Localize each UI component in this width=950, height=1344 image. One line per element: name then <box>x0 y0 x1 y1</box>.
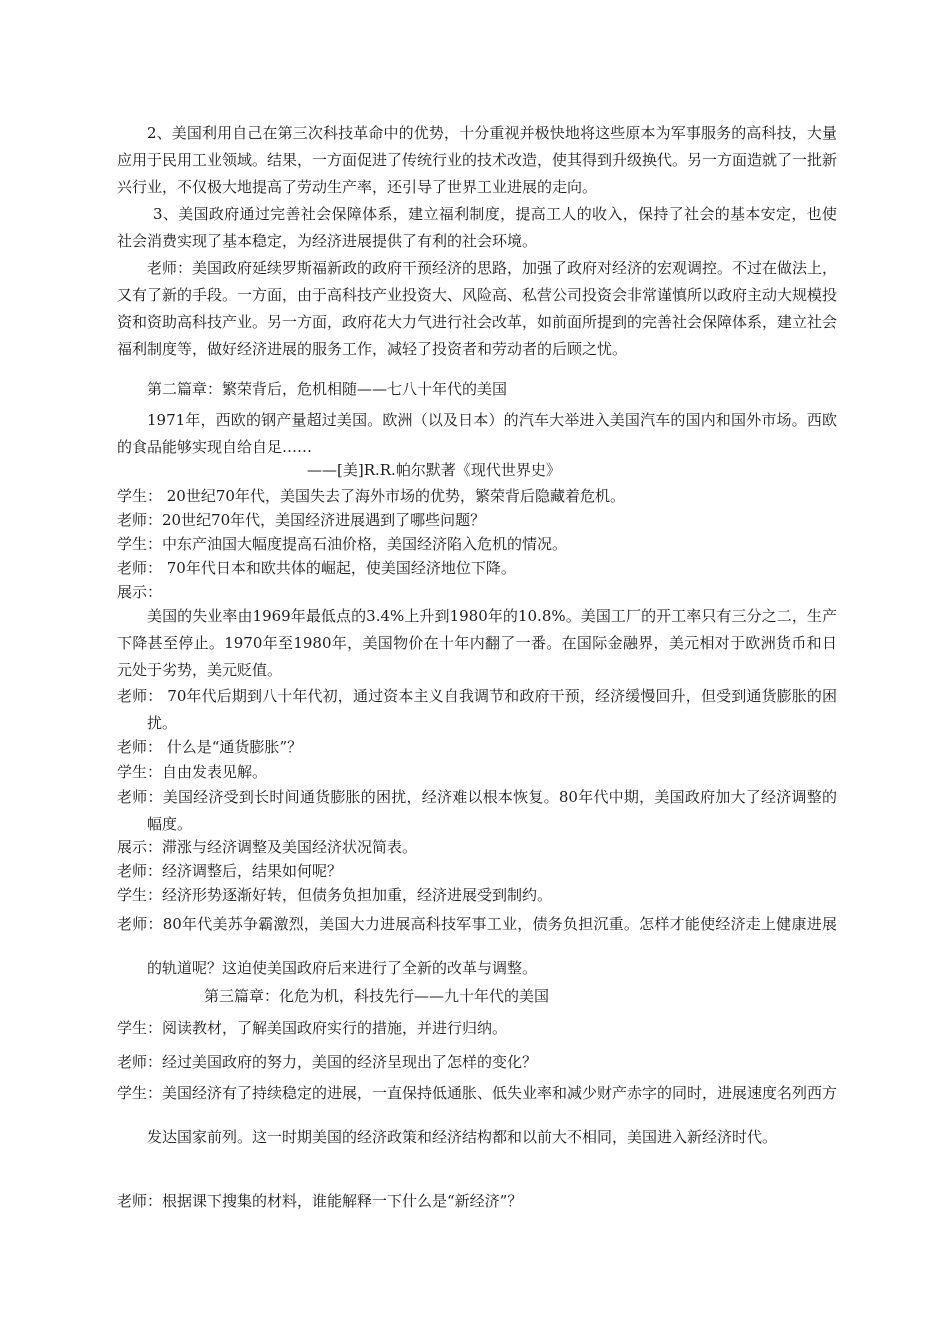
dialogue-teacher-8: 老师：经过美国政府的努力，美国的经济呈现出了怎样的变化？ <box>117 1053 538 1071</box>
paragraph-unemployment: 美国的失业率由1969年最低点的3.4%上升到1980年的10.8%。美国工厂的开工率只有三分之二，生产下降甚至停止。1970年至1980年，美国物价在十年内翻了一番。在国际金融界，美元相对于欧洲货币和日元处于劣势，美元贬值。 <box>117 607 837 679</box>
dialogue-display-table: 展示：滞涨与经济调整及美国经济状况简表。 <box>117 838 418 856</box>
dialogue-student-4: 学生：经济形势逐渐好转，但债务负担加重，经济进展受到制约。 <box>117 886 553 904</box>
dialogue-student-1: 学生： 20世纪70年代，美国失去了海外市场的优势，繁荣背后隐藏着危机。 <box>117 487 625 505</box>
chapter-three-heading: 第三篇章：化危为机，科技先行——九十年代的美国 <box>204 987 550 1005</box>
dialogue-teacher-1: 老师：20世纪70年代，美国经济进展遇到了哪些问题？ <box>117 511 486 529</box>
dialogue-teacher-4: 老师： 什么是“通货膨胀”？ <box>117 738 303 756</box>
quote-paragraph: 1971年，西欧的钢产量超过美国。欧洲（以及日本）的汽车大举进入美国汽车的国内和国外市场。西欧的食品能够实现自给自足…… <box>117 411 837 456</box>
paragraph-tech-revolution: 2、美国利用自己在第三次科技革命中的优势，十分重视并极快地将这些原本为军事服务的高科技，大量应用于民用工业领域。结果，一方面促进了传统行业的技术改造，使其得到升级换代。另一方面造就了一批新兴行业，不仅极大地提高了劳动生产率，还引导了世界工业进展的走向。 <box>117 124 838 196</box>
dialogue-teacher-9: 老师：根据课下搜集的材料，谁能解释一下什么是“新经济”？ <box>117 1192 523 1210</box>
paragraph-social-security: 3、美国政府通过完善社会保障体系，建立福利制度，提高工人的收入，保持了社会的基本安定，也使社会消费实现了基本稳定，为经济进展提供了有利的社会环境。 <box>117 205 837 250</box>
dialogue-teacher-5: 老师：美国经济受到长时间通货膨胀的困扰，经济难以根本恢复。80年代中期，美国政府加大了经济调整的幅度。 <box>117 788 837 833</box>
dialogue-student-5: 学生：阅读教材，了解美国政府实行的措施，并进行归纳。 <box>117 1019 508 1037</box>
dialogue-teacher-7: 老师：80年代美苏争霸激烈，美国大力进展高科技军事工业，债务负担沉重。怎样才能使经济走上健康进展的轨道呢？这迫使美国政府后来进行了全新的改革与调整。 <box>117 915 837 977</box>
quote-source: ——[美]R.R.帕尔默著《现代世界史》 <box>307 461 561 479</box>
dialogue-student-3: 学生：自由发表见解。 <box>117 763 268 781</box>
dialogue-student-6: 学生：美国经济有了持续稳定的进展，一直保持低通胀、低失业率和减少财产赤字的同时，进展速度名列西方发达国家前列。这一时期美国的经济政策和经济结构都和以前大不相同，美国进入新经济时代。 <box>117 1084 838 1146</box>
paragraph-teacher-government: 老师：美国政府延续罗斯福新政的政府干预经济的思路，加强了政府对经济的宏观调控。不过在做法上，又有了新的手段。一方面，由于高科技产业投资大、风险高、私营公司投资会非常谨慎所以政府主动大规模投资和资助高科技产业。另一方面，政府花大力气进行社会改革，如前面所提到的完善社会保障体系，建立社会福利制度等，做好经济进展的服务工作，减轻了投资者和劳动者的后顾之忧。 <box>117 259 838 358</box>
dialogue-teacher-2: 老师： 70年代日本和欧共体的崛起，使美国经济地位下降。 <box>117 559 516 577</box>
dialogue-teacher-6: 老师：经济调整后，结果如何呢？ <box>117 862 343 880</box>
dialogue-student-2: 学生：中东产油国大幅度提高石油价格，美国经济陷入危机的情况。 <box>117 535 568 553</box>
chapter-two-heading: 第二篇章：繁荣背后，危机相随——七八十年代的美国 <box>147 380 508 398</box>
dialogue-display-label: 展示： <box>117 583 163 601</box>
dialogue-teacher-3: 老师： 70年代后期到八十年代初，通过资本主义自我调节和政府干预，经济缓慢回升，但受到通货膨胀的困扰。 <box>117 687 837 732</box>
